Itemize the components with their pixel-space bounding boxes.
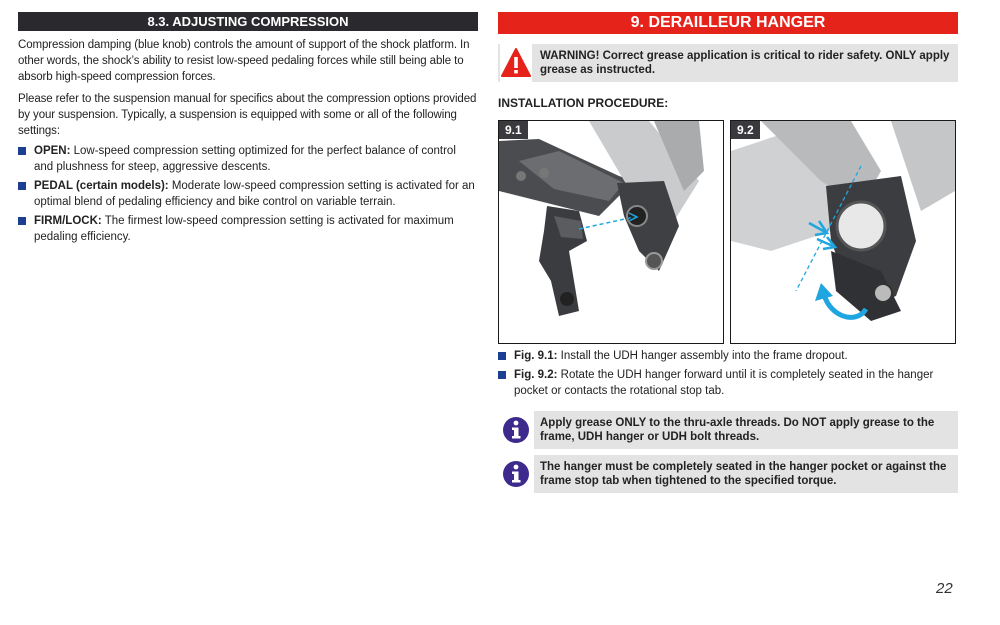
caption-9-2 <box>498 367 958 399</box>
compression-paragraph-1: Compression damping (blue knob) controls the amount of support of the shock platform. In other words, the shock’s ability to resist low-speed pedaling forces while still being able to absorb high-speed compression forces. <box>18 39 470 83</box>
info-note-text: The hanger must be completely seated in the hanger pocket or against the frame stop tab when tightened to the specified torque. <box>540 461 947 487</box>
info-icon <box>498 455 534 493</box>
warning-text: WARNING! Correct grease application is critical to rider safety. ONLY apply grease as instructed. <box>540 50 950 76</box>
installation-procedure-heading: INSTALLATION PROCEDURE: <box>498 96 669 110</box>
figure-9-2 <box>730 120 956 344</box>
figure-captions <box>498 348 958 399</box>
caption-label: Fig. 9.1: <box>514 350 558 362</box>
bullet-square-icon <box>18 182 26 190</box>
bullet-square-icon <box>18 147 26 155</box>
section-title-derailleur-hanger: 9. DERAILLEUR HANGER <box>498 12 958 34</box>
bullet-square-icon <box>498 352 506 360</box>
caption-text: Rotate the UDH hanger forward until it is completely seated in the hanger pocket or contacts the rotational stop tab. <box>514 369 934 397</box>
figure-badge: 9.2 <box>731 121 760 139</box>
compression-settings-list <box>18 143 478 245</box>
setting-label: PEDAL (certain models): <box>34 180 169 192</box>
setting-text: Moderate low-speed compression setting is activated for an optimal blend of pedaling efficiency and bike control on variable terrain. <box>34 180 475 208</box>
info-icon <box>498 411 534 449</box>
info-note-seating <box>498 455 958 493</box>
figure-row <box>498 120 958 344</box>
hanger-rotate-illustration <box>731 121 955 343</box>
caption-label: Fig. 9.2: <box>514 369 558 381</box>
right-column <box>498 12 958 493</box>
compression-paragraph-2: Please refer to the suspension manual for specifics about the compression options provided by your suspension. Typically, a suspension is equipped with some or all of the following settings: <box>18 93 477 137</box>
setting-open <box>18 143 478 175</box>
caption-9-1 <box>498 348 958 364</box>
info-note-grease <box>498 411 958 449</box>
info-note-text: Apply grease ONLY to the thru-axle threads. Do NOT apply grease to the frame, UDH hanger or UDH bolt threads. <box>540 417 935 443</box>
bullet-square-icon <box>498 371 506 379</box>
setting-text: The firmest low-speed compression setting is activated for maximum pedaling efficiency. <box>34 215 454 243</box>
caption-text: Install the UDH hanger assembly into the frame dropout. <box>557 350 848 362</box>
figure-9-1 <box>498 120 724 344</box>
warning-box <box>498 44 958 82</box>
page-number: 22 <box>936 580 953 597</box>
hanger-install-illustration <box>499 121 723 343</box>
setting-text: Low-speed compression setting optimized for the perfect balance of control and plushness for steep, aggressive descents. <box>34 145 456 173</box>
setting-label: OPEN: <box>34 145 71 157</box>
bullet-square-icon <box>18 217 26 225</box>
left-column <box>18 12 478 248</box>
setting-label: FIRM/LOCK: <box>34 215 102 227</box>
setting-firm-lock <box>18 213 478 245</box>
warning-triangle-icon <box>500 44 532 82</box>
figure-badge: 9.1 <box>499 121 528 139</box>
section-title-compression: 8.3. ADJUSTING COMPRESSION <box>18 12 478 31</box>
setting-pedal <box>18 178 478 210</box>
